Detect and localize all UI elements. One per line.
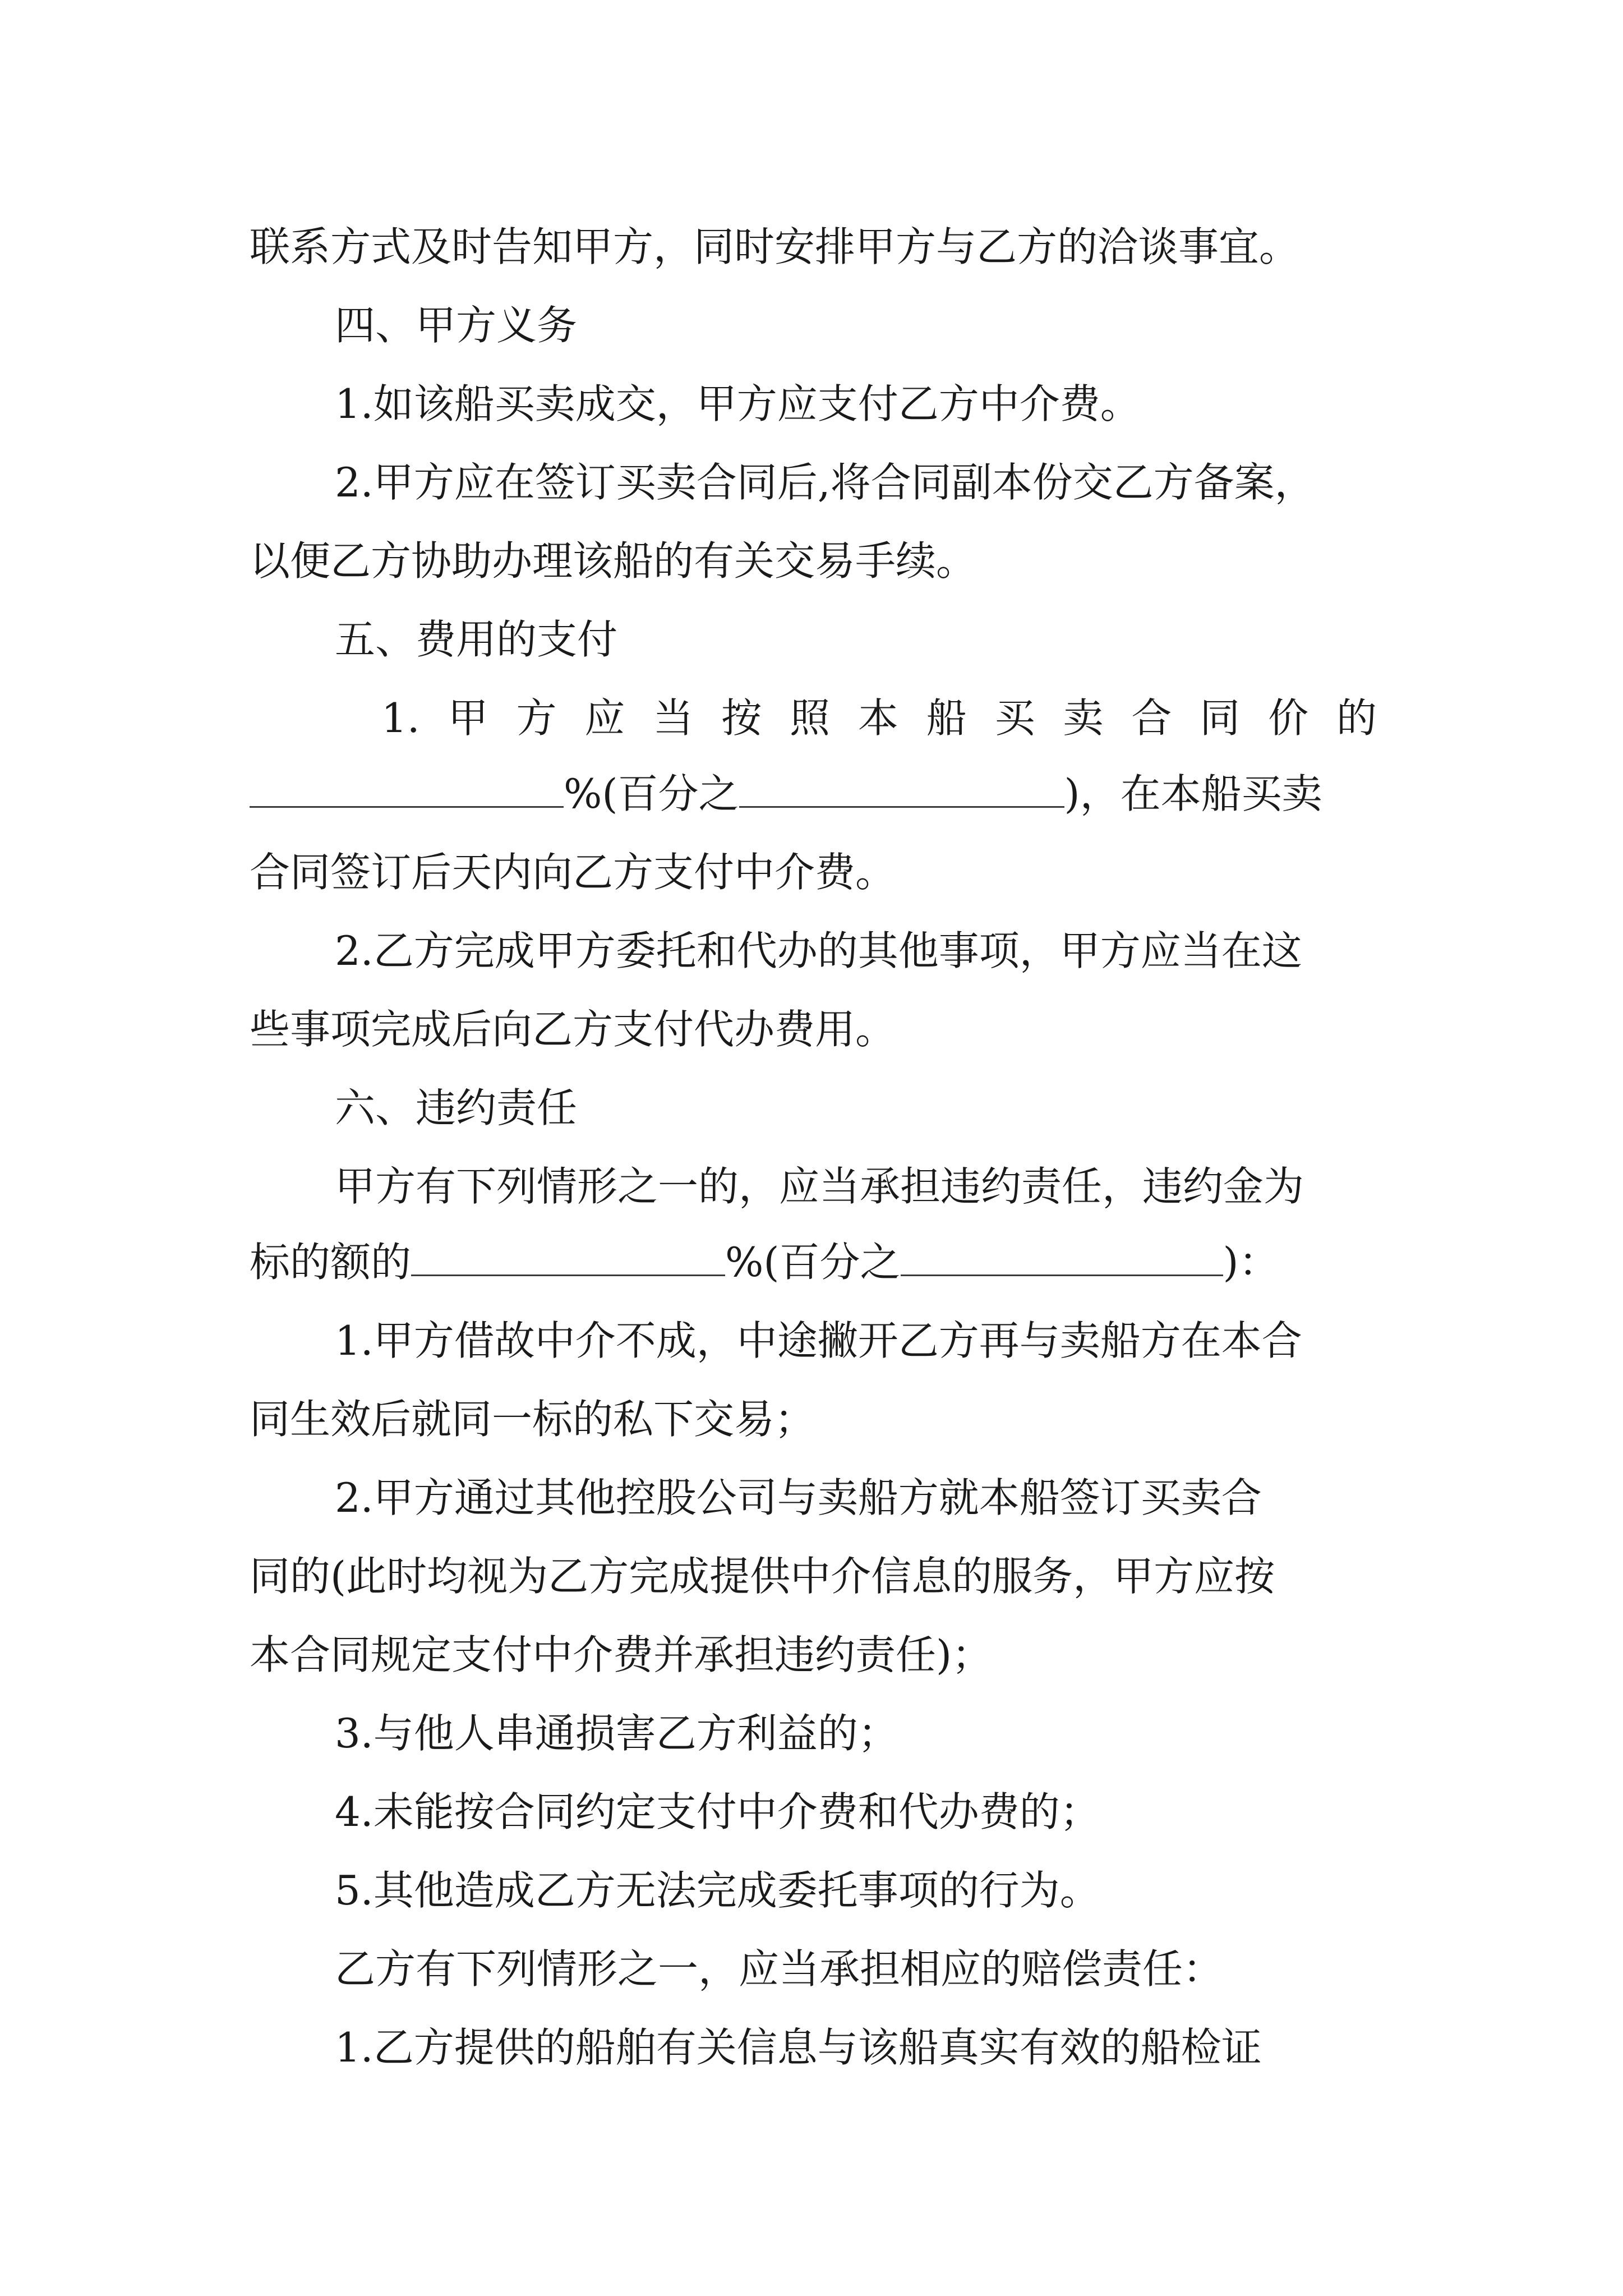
clause-line: 2.乙方完成甲方委托和代办的其他事项，甲方应当在这 [335,927,1302,974]
clause-continuation: )，在本船买卖 [1064,770,1322,817]
spread-character: 本 [857,694,898,742]
spread-character: 合 [1131,694,1172,742]
spread-character: 甲 [448,694,488,742]
spread-character: 当 [653,694,694,742]
percent-label: %(百分之 [564,770,739,817]
body-line: 同生效后就同一标的私下交易； [250,1396,815,1443]
spread-character: 卖 [1063,694,1104,742]
body-line: 联系方式及时告知甲方，同时安排甲方与乙方的洽谈事宜。 [250,223,1300,270]
section-heading-liability: 六、违约责任 [335,1084,578,1131]
clause-line: 2.甲方应在签订买卖合同后,将合同副本份交乙方备案， [335,459,1315,506]
body-line: 以便乙方协助办理该船的有关交易手续。 [250,537,977,585]
fee-percentage-line [250,760,1377,827]
spread-character: 同 [1200,694,1241,742]
spread-character: 方 [516,694,557,742]
blank-field [250,766,564,808]
body-line: 合同签订后天内向乙方支付中介费。 [250,849,896,896]
clause-line: 2.甲方通过其他控股公司与卖船方就本船签订买卖合 [335,1474,1262,1521]
clause-line: 乙方有下列情形之一，应当承担相应的赔偿责任： [335,1945,1224,1993]
spread-character: 照 [789,694,830,742]
section-heading-party-a-obligations: 四、甲方义务 [335,302,578,349]
percent-label: %(百分之 [725,1239,901,1286]
spread-character: 1. [381,694,420,742]
spread-character: 买 [994,694,1035,742]
clause-line: 4.未能按合同约定支付中介费和代办费的； [335,1788,1100,1835]
clause-line-spread [381,684,1377,752]
body-line: 些事项完成后向乙方支付代办费用。 [250,1006,896,1053]
spread-character: 按 [721,694,762,742]
body-line: 同的(此时均视为乙方完成提供中介信息的服务，甲方应按 [250,1553,1275,1600]
blank-field [901,1234,1223,1276]
clause-line: 1.甲方借故中介不成，中途撇开乙方再与卖船方在本合 [335,1317,1302,1364]
subject-amount-label: 标的额的 [250,1239,412,1286]
blank-field [739,766,1064,808]
clause-line: 3.与他人串通损害乙方利益的； [335,1710,898,1757]
spread-character: 的 [1336,694,1377,742]
clause-line: 1.乙方提供的船舶有关信息与该船真实有效的船检证 [335,2024,1262,2071]
blank-field [411,1234,725,1276]
spread-character: 船 [926,694,967,742]
body-line: 本合同规定支付中介费并承担违约责任)； [250,1631,993,1678]
section-heading-fee-payment: 五、费用的支付 [335,616,618,663]
clause-continuation: )： [1223,1239,1279,1286]
clause-line: 甲方有下列情形之一的，应当承担违约责任，违约金为 [335,1163,1304,1210]
spread-character: 价 [1268,694,1309,742]
clause-line: 1.如该船买卖成交，甲方应支付乙方中介费。 [335,380,1141,427]
penalty-percentage-line [250,1228,1377,1296]
clause-line: 5.其他造成乙方无法完成委托事项的行为。 [335,1867,1100,1914]
spread-character: 应 [584,694,625,742]
